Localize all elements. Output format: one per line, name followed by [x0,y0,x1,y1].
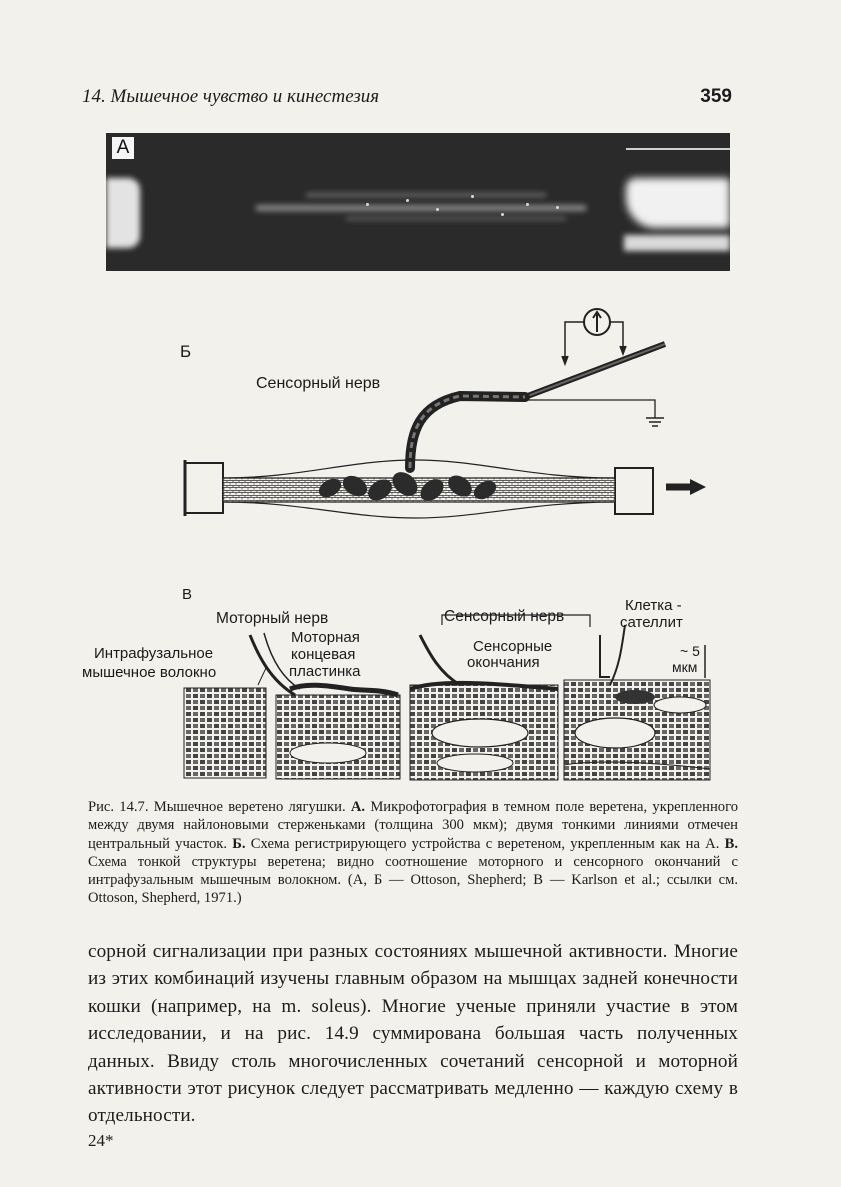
recording-setup-panel-b [170,300,710,530]
micrograph-panel-a [106,133,730,271]
endplate-label-3: пластинка [289,663,361,680]
motor-nerve-label: Моторный нерв [216,610,329,627]
satellite-label-2: сателлит [620,614,683,631]
intrafusal-label-1: Интрафузальное [94,645,214,662]
panel-a-label: А [112,137,134,159]
intrafusal-label-2: мышечное волокно [82,664,217,681]
fine-structure-panel-c [80,585,720,785]
figure-caption: Рис. 14.7. Мышечное веретено лягушки. А. Микрофотография в темном поле веретена, укрепленного между двумя найлоновыми стерженьками (толщина 300 мкм); двумя тонкими линиями отмечен центральный участок. Б. Схема регистрирующего устройства с веретеном, укрепленным как на А. В. Схема тонкой структуры веретена; видно соотношение моторного и сенсорного окончаний с интрафузальным мышечным волокном. (А, Б — Ottoson, Shepherd; В — Karlson et al.; ссылки см. Ottoson, Shepherd, 1971.) [88,799,738,907]
sensory-nerve-c-label: Сенсорный нерв [444,608,565,625]
ground-icon [522,397,664,426]
sensory-endings-label-2: окончания [467,654,540,671]
scale-label-1: ~ 5 [680,643,700,659]
endplate-label-1: Моторная [291,629,360,646]
running-title: 14. Мышечное чувство и кинестезия [82,86,380,107]
endplate-label-2: концевая [291,646,356,663]
panel-c-label: В [182,586,193,603]
signature-mark: 24* [88,1131,114,1150]
running-head [82,86,732,110]
sensory-endings-label-1: Сенсорные [473,638,553,655]
sensory-nerve-c [420,635,460,685]
right-holder [615,468,653,514]
sensory-nerve-label: Сенсорный нерв [256,375,381,392]
intrafusal-fiber [223,478,615,502]
scale-label-2: мкм [672,659,698,675]
meter-icon [562,309,626,364]
panel-b-label: Б [180,342,192,361]
satellite-label-1: Клетка - [625,597,682,614]
striated-fiber-block [184,688,266,778]
body-paragraph: сорной сигнализации при разных состояниях мышечной активности. Многие из этих комбинаций изучены главным образом на мышцах задней конечности кошки (например, на m. soleus). Многие ученые приняли участие в этом исследовании, и на рис. 14.9 суммирована большая часть полученных данных. Ввиду столь многочисленных сочетаний сенсорной и моторной активности этот рисунок следует рассматривать медленно — каждую схему в отдельности. [88,941,738,1127]
left-holder [185,463,223,513]
page-number: 359 [700,86,732,107]
